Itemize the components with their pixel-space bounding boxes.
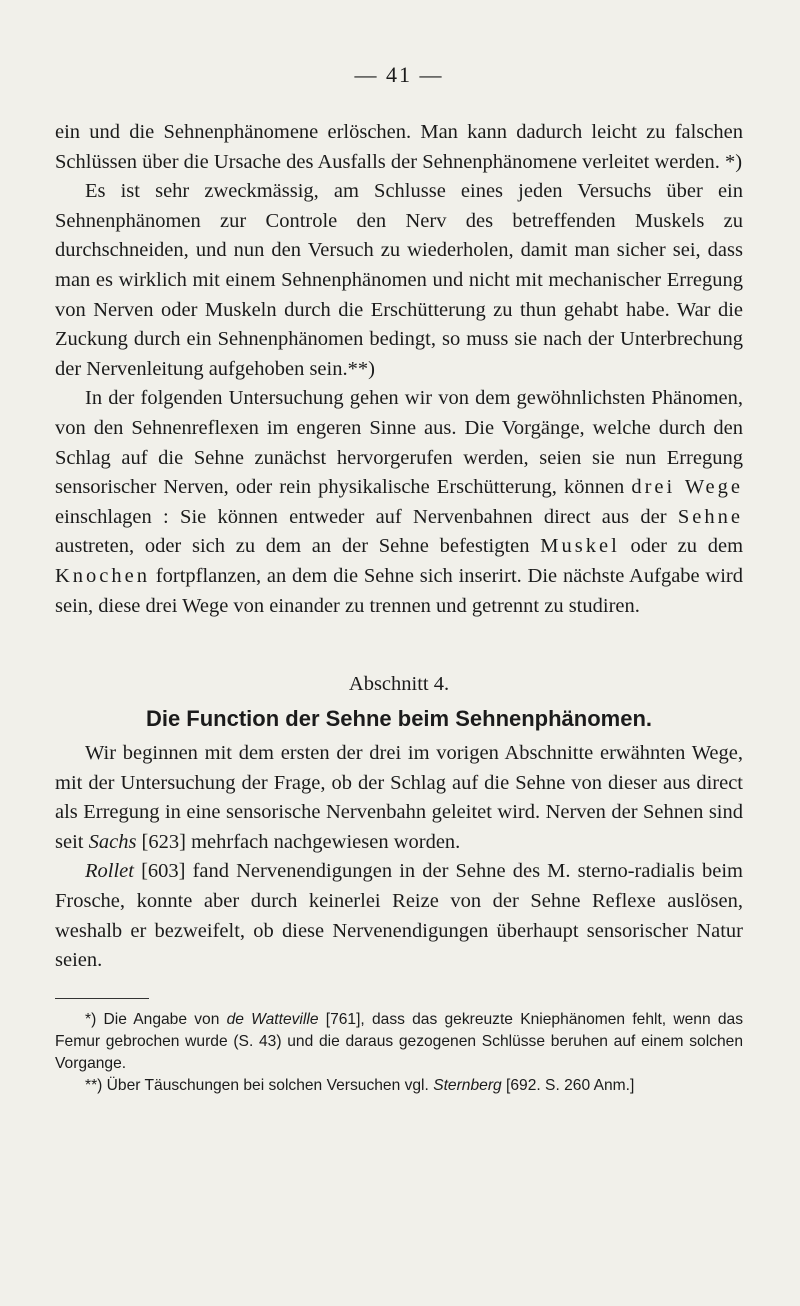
footnotes (55, 1009, 743, 1097)
paragraph-3-part-a: In der folgenden Untersuchung gehen wir von dem gewöhnlichsten Phänomen, von den Sehnenreflexen im engeren Sinne aus. Die Vorgänge, welche durch den Schlag auf die Sehne zunächst hervorgerufen werden, seien sie nun Erregung sensorischer Nerven, oder rein physikalische Erschütterung, können (55, 387, 743, 499)
footnote-1-part-a: *) Die Angabe von (85, 1010, 220, 1028)
page-number: — 41 — (354, 62, 444, 87)
emphasis-knochen: Knochen (55, 564, 151, 587)
body-text (55, 118, 743, 976)
book-page (55, 62, 743, 1097)
emphasis-sehne: Sehne (677, 505, 744, 528)
paragraph-5 (55, 857, 743, 975)
paragraph-5-part-a: [603] fand Nervenendigungen in der Sehne des M. sterno-radialis beim Frosche, konnte aber durch keinerlei Reize von der Sehne Reflexe auslösen, weshalb er bezweifelt, ob diese Nervenendigungen überhaupt sensorischer Natur seien. (55, 860, 743, 972)
footnote-2-part-b: [692. S. 260 Anm.] (506, 1076, 635, 1094)
footnote-1-part-b: [761], dass das gekreuzte Kniephänomen fehlt, wenn das Femur gebrochen wurde (S. 43) und die daraus gezogenen Schlüsse beruhen auf einem solchen Vorgange. (55, 1010, 743, 1072)
section-label: Abschnitt 4. (348, 673, 450, 696)
footnote-divider (55, 998, 149, 999)
footnote-2 (55, 1075, 743, 1097)
emphasis-drei-wege: drei Wege (631, 476, 744, 499)
paragraph-3-part-d: oder zu dem (630, 535, 744, 558)
author-sachs: Sachs (88, 830, 137, 853)
paragraph-4 (55, 739, 743, 857)
paragraph-4-part-a: Wir beginnen mit dem ersten der drei im vorigen Abschnitte erwähnten Wege, mit der Untersuchung der Frage, ob der Schlag auf die Sehne von dieser aus direct als Erregung in eine sensorische Nervenbahn geleitet wird. Nerven der Sehnen sind seit (55, 742, 743, 853)
paragraph-1: ein und die Sehnenphänomene erlöschen. Man kann dadurch leicht zu falschen Schlüssen über die Ursache des Ausfalls der Sehnenphänomene verleitet werden. *) (55, 121, 743, 173)
author-rollet: Rollet (85, 860, 134, 883)
footnote-2-part-a: **) Über Täuschungen bei solchen Versuchen vgl. (85, 1076, 429, 1094)
author-watteville: de Watteville (226, 1010, 319, 1028)
footnote-1 (55, 1009, 743, 1075)
paragraph-3 (55, 384, 743, 621)
emphasis-muskel: Muskel (540, 535, 620, 558)
paragraph-3-part-e: fortpflanzen, an dem die Sehne sich inserirt. Die nächste Aufgabe wird sein, diese drei Wege von einander zu trennen und getrennt zu studiren. (55, 564, 743, 617)
author-sternberg: Sternberg (433, 1076, 502, 1094)
paragraph-4-part-b: [623] mehrfach nachgewiesen worden. (141, 830, 461, 853)
paragraph-2: Es ist sehr zweckmässig, am Schlusse eines jeden Versuchs über ein Sehnenphänomen zur Controle den Nerv des betreffenden Muskels zu durchschneiden, und nun den Versuch zu wiederholen, damit man sicher sei, dass man es wirklich mit einem Sehnenphänomen und nicht mit mechanischer Erregung von Nerven oder Muskeln durch die Erschütterung zu thun gehabt habe. War die Zuckung durch ein Sehnenphänomen bedingt, so muss sie nach der Unterbrechung der Nervenleitung aufgehoben sein.**) (55, 180, 743, 380)
paragraph-3-part-c: austreten, oder sich zu dem an der Sehne befestigten (55, 535, 530, 558)
section-title: Die Function der Sehne beim Sehnenphänomen. (145, 706, 653, 732)
paragraph-3-part-b: einschlagen : Sie können entweder auf Nervenbahnen direct aus der (55, 505, 667, 528)
